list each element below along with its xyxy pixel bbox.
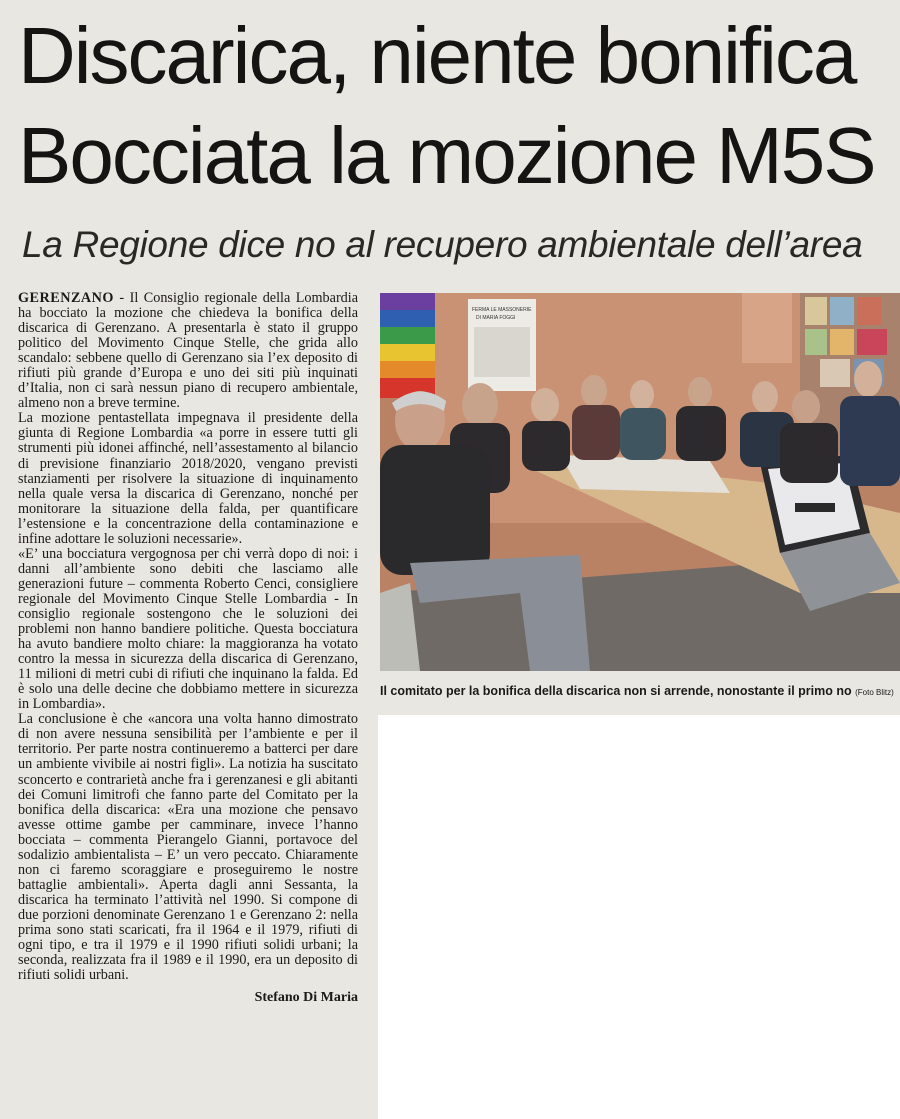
- article-paragraph-2: La mozione pentastellata impegnava il presidente della giunta di Regione Lombardia «a porre in essere tutti gli strumenti più idonei affinché, nell’assestamento al bilancio di previsione finanziario 2018/2020, vengano previsti stanziamenti per risolvere la situazione di inquinamento nella quale versa la discarica di Gerenzano, nonché per monitorare la situazione della falda, per quantificare l’estensione e la concentrazione della contaminazione e infine adottare le soluzioni necessarie».: [18, 410, 358, 547]
- group-photo: [380, 293, 900, 671]
- poster-line-2: DI MARIA FOGGI: [476, 315, 516, 321]
- dateline: GERENZANO: [18, 290, 114, 306]
- group-photo-illustration: [380, 293, 900, 671]
- article-paragraph-1: [18, 291, 358, 411]
- poster-line-1: FERMA LE MASSONERIE: [472, 307, 532, 313]
- byline: Stefano Di Maria: [254, 990, 358, 1006]
- photo-credit: (Foto Blitz): [855, 688, 894, 697]
- article-paragraph-3: «E’ una bocciatura vergognosa per chi verrà dopo di noi: i danni all’ambiente sono debiti che lasciamo alle generazioni future – commenta Roberto Cenci, consigliere regionale del Movimento Cinque Stelle Lombardia - In consiglio regionale sostengono che le soluzioni dei problemi non hanno bandiere politiche. Questa bocciatura ha avuto bandiere molto chiare: la maggioranza ha votato contro la messa in sicurezza della discarica di Gerenzano, 11 milioni di metri cubi di rifiuti che inquinano la falda. Ed è solo una delle decine che dobbiamo mettere in sicurezza in Lombardia».: [18, 545, 358, 713]
- rainbow-flag: [380, 293, 435, 398]
- headline-line-2: Bocciata la mozione M5S: [18, 111, 875, 200]
- wall-poster: [468, 299, 536, 391]
- photo-caption: [380, 684, 900, 698]
- article-paragraph-4: La conclusione è che «ancora una volta hanno dimostrato di non avere nessuna sensibilità per l’ambiente e per il territorio. Per parte nostra continueremo a batterci per dare un ambiente vivibile ai nostri figli». La notizia ha suscitato sconcerto e contrarietà anche fra i gerenzanesi e gli abitanti dei Comuni limitrofi che fanno parte del Comitato per la bonifica della discarica: «Era una mozione che pensavo avesse ottime gambe per camminare, invece l’hanno bocciata – commenta Pierangelo Gianni, portavoce del sodalizio ambientalista – E’ un vero peccato. Chiaramente non ci faremo scoraggiare e proseguiremo le nostre battaglie ambientali». Aperta dagli anni Sessanta, la discarica ha terminato l’attività nel 1990. Si compone di due porzioni denominate Gerenzano 1 e Gerenzano 2: nella prima sono stati scaricati, fra il 1964 e il 1979, rifiuti di ogni tipo, e tra il 1979 e il 1990 rifiuti solidi urbani; la seconda, realizzata fra il 1989 e il 1990, era un deposito di rifiuti solidi urbani.: [18, 711, 358, 984]
- article-body: [18, 290, 358, 1006]
- caption-text: Il comitato per la bonifica della discarica non si arrende, nonostante il primo no: [380, 684, 852, 698]
- subheadline: La Regione dice no al recupero ambientale dell’area: [22, 224, 863, 265]
- article-paragraph-1-text: - Il Consiglio regionale della Lombardia ha bocciato la mozione che chiedeva la bonifica della discarica di Gerenzano. A presentarla è stato il gruppo politico del Movimento Cinque Stelle, che grida allo scandalo: sebbene quello di Gerenzano sia l’ex deposito di rifiuti più grande d’Europa e uno dei siti più inquinati d’Italia, non ci sarà nessun piano di recupero ambientale, almeno non a breve termine.: [18, 290, 358, 412]
- headline-line-1: Discarica, niente bonifica: [18, 11, 856, 100]
